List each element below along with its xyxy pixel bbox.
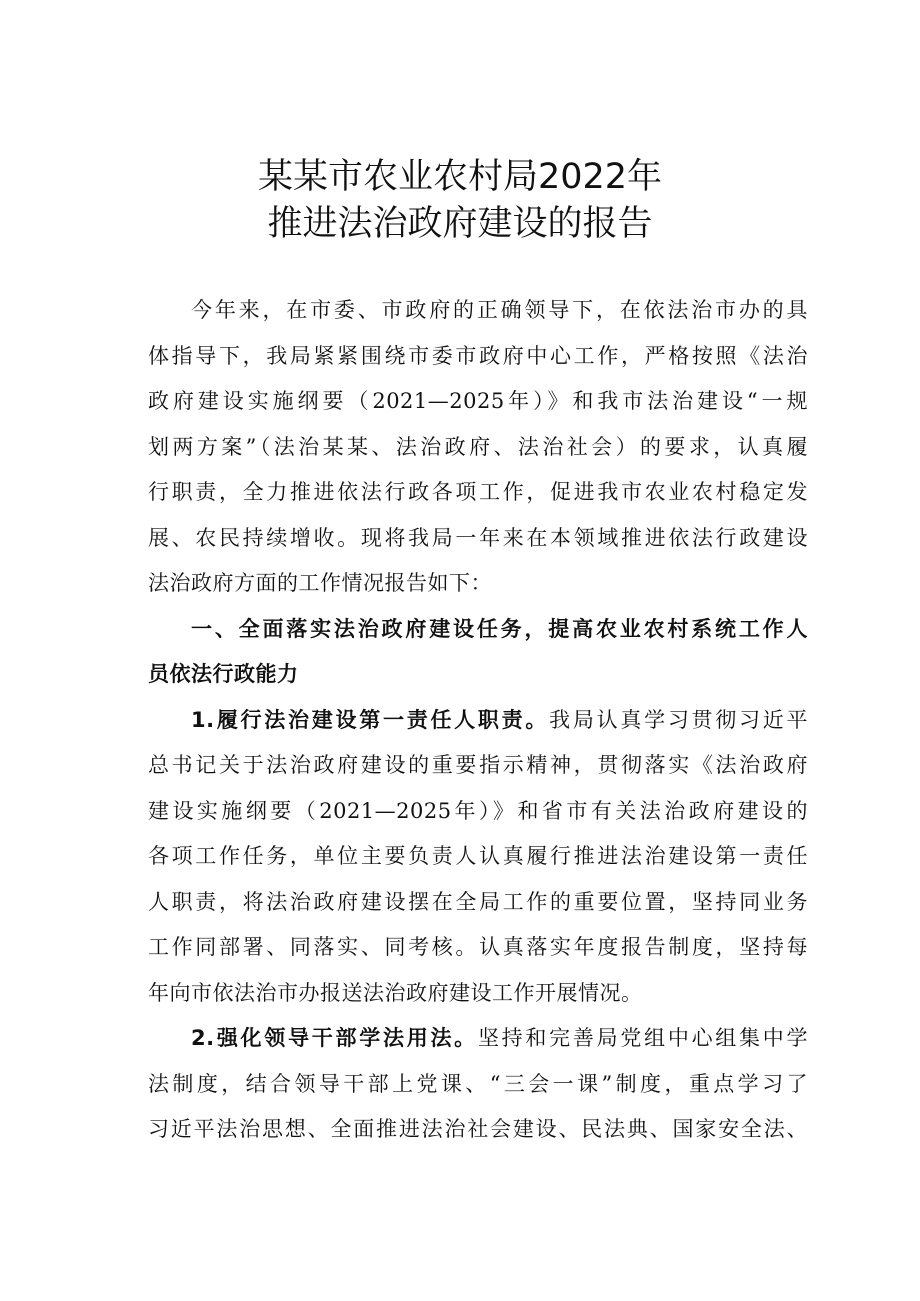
intro-line: 划两方案”（法治某某、法治政府、法治社会）的要求，认真履: [148, 434, 808, 459]
item1-line: 各项工作任务，单位主要负责人认真履行推进法治建设第一责任: [148, 844, 808, 868]
document-body: [148, 288, 808, 1153]
item1-line: 人职责，将法治政府建设摆在全局工作的重要位置，坚持同业务: [148, 889, 808, 914]
section-heading-line: 员依法行政能力: [148, 662, 299, 686]
document-title-line-2: 推进法治政府建设的报告: [267, 204, 653, 244]
item1-line: 总书记关于法治政府建设的重要指示精神，贯彻落实《法治政府: [148, 753, 808, 777]
item2-lead: 2.强化领导干部学法用法。: [191, 1026, 478, 1050]
document-title-line-1: 某某市农业农村局2022年: [257, 157, 663, 197]
intro-line: 行职责，全力推进依法行政各项工作，促进我市农业农村稳定发: [148, 480, 808, 504]
item2-first-rest: 坚持和完善局党组中心组集中学: [477, 1026, 809, 1050]
intro-line: 今年来，在市委、市政府的正确领导下，在依法治市办的具: [191, 298, 808, 322]
intro-line: 法治政府方面的工作情况报告如下：: [148, 571, 492, 595]
item1-line: 工作同部署、同落实、同考核。认真落实年度报告制度，坚持每: [148, 935, 808, 959]
item2-line: 习近平法治思想、全面推进法治社会建设、民法典、国家安全法、: [148, 1117, 808, 1141]
intro-line: 政府建设实施纲要（2021—2025年）》和我市法治建设“一规: [148, 389, 808, 413]
intro-line: 展、农民持续增收。现将我局一年来在本领域推进依法行政建设: [148, 525, 808, 550]
section-heading-line: 一、全面落实法治政府建设任务，提高农业农村系统工作人: [191, 616, 808, 641]
item2-line: 法制度，结合领导干部上党课、“三会一课”制度，重点学习了: [148, 1071, 808, 1096]
item2-first-line: [148, 1016, 808, 1062]
intro-line: 体指导下，我局紧紧围绕市委市政府中心工作，严格按照《法治: [148, 343, 808, 368]
item1-line: 建设实施纲要（2021—2025年）》和省市有关法治政府建设的: [148, 798, 808, 823]
item1-line: 年向市依法治市办报送法治政府建设工作开展情况。: [148, 980, 643, 1005]
item1-first-line: [148, 698, 808, 744]
item1-lead: 1.履行法治建设第一责任人职责。: [191, 707, 550, 732]
item1-first-rest: 我局认真学习贯彻习近平: [549, 707, 809, 732]
